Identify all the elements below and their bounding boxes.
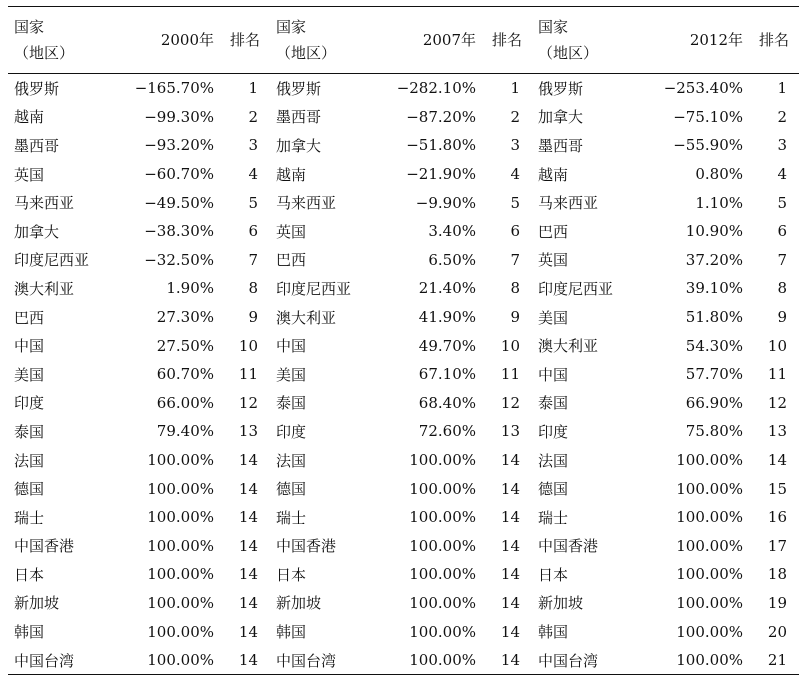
table-row <box>8 417 799 446</box>
cell-rank-2012: 3 <box>777 136 787 155</box>
cell-value-2007: 100.00% <box>409 622 476 641</box>
header-country-2012 <box>532 7 646 74</box>
cell-country-2012: 印度 <box>538 422 569 441</box>
cell-value-2012: 100.00% <box>676 565 743 584</box>
header-year-2012: 2012年 <box>646 7 747 74</box>
cell-value-2012: 10.90% <box>685 222 743 241</box>
cell-country-2007: 越南 <box>276 165 307 184</box>
cell-rank-2000: 14 <box>238 451 258 470</box>
cell-country-2007: 俄罗斯 <box>276 79 322 98</box>
cell-country-2012: 英国 <box>538 251 569 270</box>
cell-rank-2000: 14 <box>238 536 258 555</box>
cell-country-2000: 日本 <box>14 565 45 584</box>
cell-rank-2012: 11 <box>767 365 787 384</box>
cell-country-2012: 中国 <box>538 365 569 384</box>
cell-rank-2000: 8 <box>248 279 258 298</box>
cell-country-2012: 泰国 <box>538 394 569 413</box>
cell-rank-2000: 14 <box>238 565 258 584</box>
cell-country-2000: 墨西哥 <box>14 136 60 155</box>
cell-value-2012: 39.10% <box>685 279 743 298</box>
cell-country-2000: 泰国 <box>14 422 45 441</box>
cell-country-2012: 巴西 <box>538 222 569 241</box>
cell-rank-2000: 10 <box>238 336 258 355</box>
table-row <box>8 160 799 189</box>
cell-country-2000: 越南 <box>14 108 45 127</box>
cell-rank-2012: 19 <box>767 593 787 612</box>
table-row <box>8 74 799 103</box>
table-row <box>8 589 799 618</box>
cell-country-2000: 美国 <box>14 365 45 384</box>
header-country-label: 国家 <box>14 18 45 36</box>
cell-value-2000: 100.00% <box>147 593 214 612</box>
cell-rank-2012: 4 <box>777 165 787 184</box>
cell-country-2012: 德国 <box>538 480 569 499</box>
cell-value-2007: 6.50% <box>428 250 476 269</box>
cell-rank-2000: 11 <box>238 365 258 384</box>
cell-country-2007: 中国 <box>276 337 307 356</box>
cell-value-2000: 100.00% <box>147 451 214 470</box>
cell-country-2012: 澳大利亚 <box>538 337 599 356</box>
cell-country-2000: 瑞士 <box>14 508 45 527</box>
cell-country-2007: 美国 <box>276 365 307 384</box>
table-row <box>8 446 799 475</box>
table-row <box>8 303 799 332</box>
cell-value-2007: −51.80% <box>406 136 476 155</box>
cell-value-2012: 37.20% <box>685 250 743 269</box>
cell-value-2012: −75.10% <box>673 107 743 126</box>
cell-country-2007: 中国香港 <box>276 537 337 556</box>
cell-country-2012: 瑞士 <box>538 508 569 527</box>
cell-country-2000: 加拿大 <box>14 222 60 241</box>
cell-value-2012: 66.90% <box>685 393 743 412</box>
cell-country-2007: 德国 <box>276 480 307 499</box>
cell-rank-2007: 10 <box>500 336 520 355</box>
ranking-table <box>8 6 799 675</box>
cell-country-2000: 印度尼西亚 <box>14 251 90 270</box>
table-row <box>8 560 799 589</box>
cell-country-2007: 英国 <box>276 222 307 241</box>
cell-country-2000: 英国 <box>14 165 45 184</box>
cell-value-2000: −99.30% <box>144 107 214 126</box>
cell-country-2012: 日本 <box>538 565 569 584</box>
table-header-row <box>8 7 799 74</box>
cell-country-2007: 瑞士 <box>276 508 307 527</box>
cell-country-2012: 美国 <box>538 308 569 327</box>
cell-rank-2007: 14 <box>500 622 520 641</box>
cell-value-2000: −165.70% <box>134 79 214 98</box>
cell-rank-2007: 14 <box>500 508 520 527</box>
cell-rank-2000: 14 <box>238 479 258 498</box>
cell-country-2000: 韩国 <box>14 623 45 642</box>
cell-value-2000: 60.70% <box>156 365 214 384</box>
cell-country-2007: 马来西亚 <box>276 194 337 213</box>
table-row <box>8 331 799 360</box>
cell-country-2007: 巴西 <box>276 251 307 270</box>
cell-country-2012: 印度尼西亚 <box>538 279 614 298</box>
cell-rank-2000: 2 <box>248 107 258 126</box>
cell-rank-2007: 13 <box>500 422 520 441</box>
cell-value-2007: 100.00% <box>409 451 476 470</box>
cell-value-2000: 27.50% <box>156 336 214 355</box>
header-rank-2007: 排名 <box>480 7 532 74</box>
cell-rank-2000: 14 <box>238 622 258 641</box>
cell-rank-2000: 14 <box>238 593 258 612</box>
table-row <box>8 274 799 303</box>
table-row <box>8 131 799 160</box>
cell-value-2007: 3.40% <box>428 222 476 241</box>
cell-value-2012: 75.80% <box>685 422 743 441</box>
cell-value-2007: 100.00% <box>409 593 476 612</box>
cell-value-2012: −55.90% <box>673 136 743 155</box>
cell-rank-2000: 14 <box>238 508 258 527</box>
cell-rank-2012: 10 <box>767 336 787 355</box>
header-region-label: （地区） <box>276 44 337 62</box>
cell-country-2007: 新加坡 <box>276 594 322 613</box>
cell-value-2000: 100.00% <box>147 622 214 641</box>
cell-value-2007: 100.00% <box>384 646 480 675</box>
header-rank-2012: 排名 <box>747 7 799 74</box>
cell-value-2007: 68.40% <box>418 393 476 412</box>
cell-rank-2000: 1 <box>248 79 258 98</box>
cell-value-2012: 57.70% <box>685 365 743 384</box>
cell-rank-2007: 8 <box>510 279 520 298</box>
cell-rank-2007: 9 <box>510 308 520 327</box>
cell-country-2007: 印度 <box>276 422 307 441</box>
header-region-label: （地区） <box>538 44 599 62</box>
cell-value-2000: 79.40% <box>156 422 214 441</box>
cell-value-2012: 100.00% <box>676 536 743 555</box>
cell-country-2007: 中国台湾 <box>270 646 384 675</box>
cell-rank-2012: 18 <box>767 565 787 584</box>
cell-rank-2007: 12 <box>500 393 520 412</box>
cell-country-2012: 法国 <box>538 451 569 470</box>
cell-rank-2007: 6 <box>510 222 520 241</box>
cell-rank-2007: 4 <box>510 165 520 184</box>
cell-rank-2007: 14 <box>500 593 520 612</box>
cell-rank-2012: 20 <box>767 622 787 641</box>
cell-country-2012: 墨西哥 <box>538 136 584 155</box>
table-row <box>8 246 799 275</box>
cell-rank-2012: 17 <box>767 536 787 555</box>
cell-rank-2000: 13 <box>238 422 258 441</box>
cell-value-2007: 72.60% <box>418 422 476 441</box>
cell-value-2000: −60.70% <box>144 165 214 184</box>
cell-rank-2012: 2 <box>777 107 787 126</box>
cell-rank-2007: 14 <box>500 565 520 584</box>
cell-rank-2012: 9 <box>777 308 787 327</box>
cell-rank-2012: 5 <box>777 193 787 212</box>
cell-rank-2007: 14 <box>500 451 520 470</box>
cell-value-2007: 100.00% <box>409 536 476 555</box>
cell-rank-2012: 1 <box>777 79 787 98</box>
cell-country-2000: 巴西 <box>14 308 45 327</box>
cell-rank-2012: 8 <box>777 279 787 298</box>
cell-rank-2012: 6 <box>777 222 787 241</box>
table-row <box>8 389 799 418</box>
cell-rank-2000: 14 <box>218 646 270 675</box>
cell-rank-2000: 9 <box>248 308 258 327</box>
table-row <box>8 103 799 132</box>
cell-country-2000: 新加坡 <box>14 594 60 613</box>
cell-country-2007: 泰国 <box>276 394 307 413</box>
cell-rank-2012: 7 <box>777 250 787 269</box>
cell-value-2007: −21.90% <box>406 165 476 184</box>
cell-country-2007: 韩国 <box>276 623 307 642</box>
cell-rank-2007: 11 <box>500 365 520 384</box>
cell-country-2012: 马来西亚 <box>538 194 599 213</box>
cell-value-2007: −282.10% <box>396 79 476 98</box>
cell-country-2000: 中国台湾 <box>8 646 122 675</box>
cell-rank-2012: 14 <box>767 451 787 470</box>
cell-value-2000: 1.90% <box>166 279 214 298</box>
cell-value-2000: 100.00% <box>147 565 214 584</box>
cell-rank-2012: 16 <box>767 508 787 527</box>
cell-rank-2000: 5 <box>248 193 258 212</box>
cell-country-2000: 马来西亚 <box>14 194 75 213</box>
header-year-2007: 2007年 <box>384 7 480 74</box>
cell-value-2007: −87.20% <box>406 107 476 126</box>
header-country-label: 国家 <box>538 18 569 36</box>
cell-rank-2007: 7 <box>510 250 520 269</box>
table-row <box>8 188 799 217</box>
cell-value-2007: 100.00% <box>409 479 476 498</box>
table-row <box>8 646 799 675</box>
header-year-2000: 2000年 <box>122 7 218 74</box>
cell-value-2007: 67.10% <box>418 365 476 384</box>
cell-country-2012: 中国台湾 <box>532 646 646 675</box>
cell-country-2012: 俄罗斯 <box>538 79 584 98</box>
cell-country-2012: 韩国 <box>538 623 569 642</box>
header-country-2000 <box>8 7 122 74</box>
header-rank-2000: 排名 <box>218 7 270 74</box>
cell-value-2000: 100.00% <box>147 479 214 498</box>
cell-rank-2007: 3 <box>510 136 520 155</box>
cell-country-2012: 新加坡 <box>538 594 584 613</box>
cell-value-2007: 41.90% <box>418 308 476 327</box>
cell-value-2000: −49.50% <box>144 193 214 212</box>
cell-value-2000: −32.50% <box>144 250 214 269</box>
cell-rank-2012: 13 <box>767 422 787 441</box>
table-row <box>8 217 799 246</box>
cell-rank-2007: 14 <box>500 479 520 498</box>
cell-value-2012: 100.00% <box>676 622 743 641</box>
cell-value-2012: 0.80% <box>695 165 743 184</box>
cell-value-2000: −93.20% <box>144 136 214 155</box>
cell-value-2012: 51.80% <box>685 308 743 327</box>
cell-country-2012: 越南 <box>538 165 569 184</box>
cell-country-2000: 俄罗斯 <box>14 79 60 98</box>
cell-country-2007: 印度尼西亚 <box>276 279 352 298</box>
cell-rank-2007: 5 <box>510 193 520 212</box>
cell-country-2007: 墨西哥 <box>276 108 322 127</box>
cell-value-2012: 100.00% <box>676 593 743 612</box>
cell-value-2000: 27.30% <box>156 308 214 327</box>
cell-value-2000: −38.30% <box>144 222 214 241</box>
cell-value-2000: 100.00% <box>122 646 218 675</box>
cell-value-2007: 21.40% <box>418 279 476 298</box>
cell-value-2000: 100.00% <box>147 508 214 527</box>
cell-country-2000: 澳大利亚 <box>14 279 75 298</box>
cell-country-2000: 中国 <box>14 337 45 356</box>
cell-country-2012: 加拿大 <box>538 108 584 127</box>
cell-rank-2000: 3 <box>248 136 258 155</box>
table-row <box>8 474 799 503</box>
cell-value-2012: −253.40% <box>663 79 743 98</box>
table-row <box>8 617 799 646</box>
cell-rank-2012: 12 <box>767 393 787 412</box>
cell-rank-2007: 14 <box>480 646 532 675</box>
header-country-2007 <box>270 7 384 74</box>
cell-rank-2012: 15 <box>767 479 787 498</box>
cell-rank-2000: 4 <box>248 165 258 184</box>
cell-value-2012: 100.00% <box>676 451 743 470</box>
cell-rank-2000: 12 <box>238 393 258 412</box>
cell-country-2000: 德国 <box>14 480 45 499</box>
cell-country-2000: 中国香港 <box>14 537 75 556</box>
cell-country-2007: 加拿大 <box>276 136 322 155</box>
header-region-label: （地区） <box>14 44 75 62</box>
table-row <box>8 360 799 389</box>
cell-value-2012: 54.30% <box>685 336 743 355</box>
cell-country-2007: 日本 <box>276 565 307 584</box>
header-country-label: 国家 <box>276 18 307 36</box>
cell-value-2007: −9.90% <box>415 193 476 212</box>
table-body <box>8 74 799 675</box>
cell-rank-2007: 2 <box>510 107 520 126</box>
cell-value-2000: 66.00% <box>156 393 214 412</box>
cell-value-2007: 100.00% <box>409 565 476 584</box>
cell-value-2012: 100.00% <box>676 508 743 527</box>
cell-rank-2007: 14 <box>500 536 520 555</box>
cell-country-2000: 印度 <box>14 394 45 413</box>
cell-rank-2012: 21 <box>747 646 799 675</box>
cell-value-2007: 100.00% <box>409 508 476 527</box>
cell-rank-2000: 6 <box>248 222 258 241</box>
table-row <box>8 532 799 561</box>
table-row <box>8 503 799 532</box>
cell-value-2012: 100.00% <box>646 646 747 675</box>
cell-rank-2000: 7 <box>248 250 258 269</box>
cell-country-2000: 法国 <box>14 451 45 470</box>
cell-rank-2007: 1 <box>510 79 520 98</box>
cell-country-2007: 澳大利亚 <box>276 308 337 327</box>
cell-value-2007: 49.70% <box>418 336 476 355</box>
cell-value-2012: 100.00% <box>676 479 743 498</box>
cell-country-2012: 中国香港 <box>538 537 599 556</box>
ranking-table-container <box>8 6 799 675</box>
cell-value-2012: 1.10% <box>695 193 743 212</box>
cell-country-2007: 法国 <box>276 451 307 470</box>
cell-value-2000: 100.00% <box>147 536 214 555</box>
